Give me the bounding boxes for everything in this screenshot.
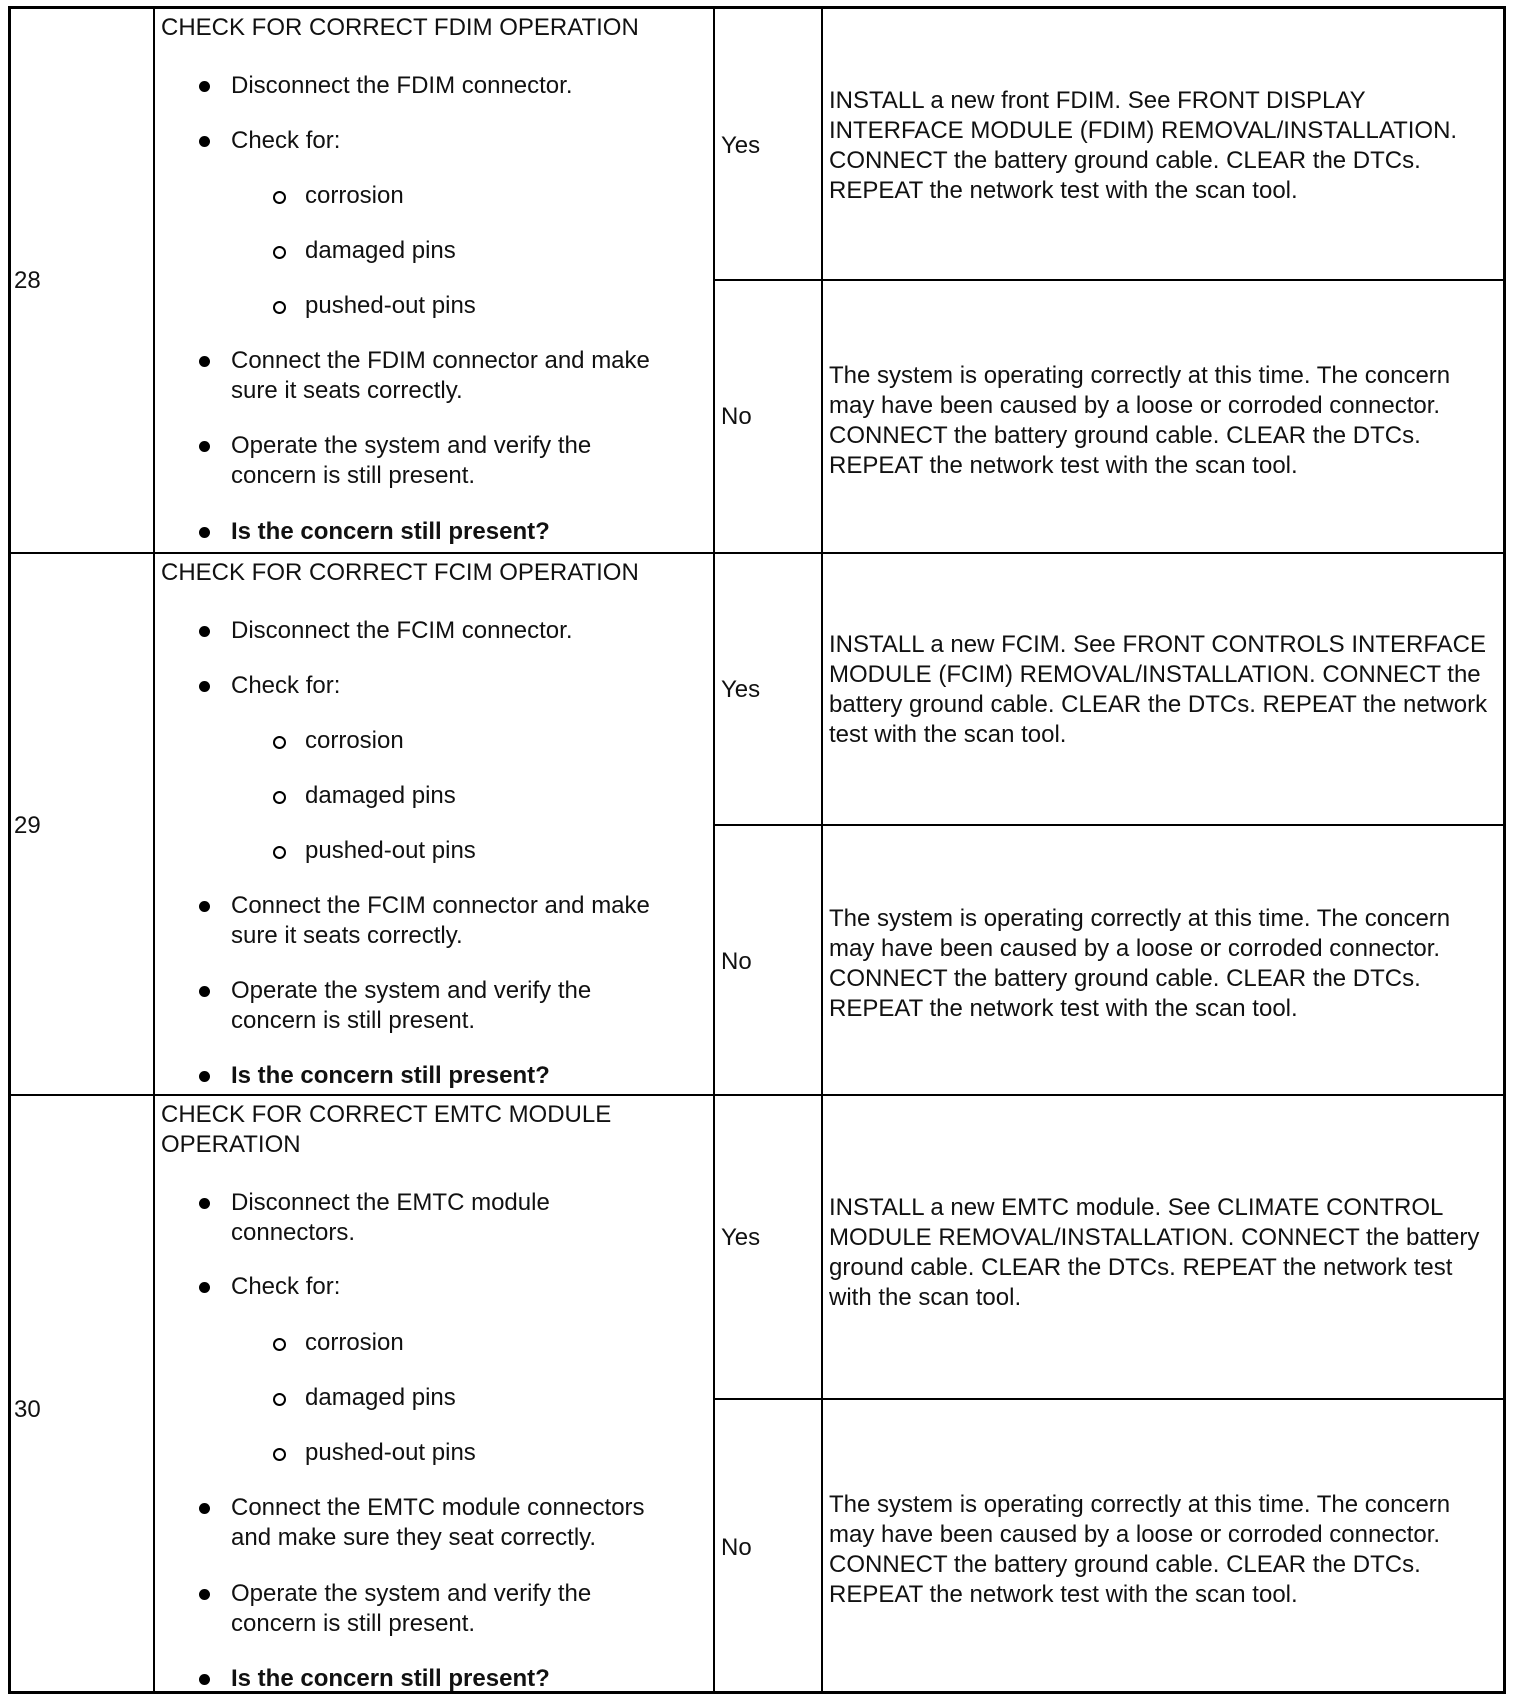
yes-action-text: INSTALL a new front FDIM. See FRONT DISPLAY INTERFACE MODULE (FDIM) REMOVAL/INSTALLATION. CONNECT the battery ground cable. CLEAR the DTCs. REPEAT the network test with the scan tool. [829,87,1458,204]
step-title: CHECK FOR CORRECT EMTC MODULE OPERATION [161,1101,612,1158]
no-label: No [721,403,752,430]
list-item: Connect the EMTC module connectors and make sure they seat correctly. [231,1493,681,1553]
bullet-icon [199,441,210,452]
sub-bullet-icon [273,736,286,749]
list-item: Check for: [231,1272,691,1302]
sub-bullet-icon [273,1393,286,1406]
table-row [11,552,1503,1094]
sub-bullet-icon [273,301,286,314]
list-item: damaged pins [305,781,685,811]
table-row [11,1094,1503,1691]
list-item: damaged pins [305,236,685,266]
result-cell [715,9,823,552]
list-item: Check for: [231,671,691,701]
list-item: Operate the system and verify the concern is still present. [231,431,651,491]
step-number-cell [11,554,155,1094]
yes-action-text: INSTALL a new EMTC module. See CLIMATE CONTROL MODULE REMOVAL/INSTALLATION. CONNECT the battery ground cable. CLEAR the DTCs. REPEAT the network test with the scan tool. [829,1194,1480,1311]
yes-label: Yes [721,1224,761,1251]
sub-bullet-icon [273,1338,286,1351]
bullet-icon [199,681,210,692]
list-item: Connect the FDIM connector and make sure it seats correctly. [231,346,681,406]
list-item: corrosion [305,181,685,211]
test-step-cell [155,9,715,552]
no-action-text: The system is operating correctly at this time. The concern may have been caused by a loose or corroded connector. CONNECT the battery ground cable. CLEAR the DTCs. REPEAT the network test with the scan tool. [829,1491,1451,1608]
list-item: Disconnect the FDIM connector. [231,71,691,101]
test-step-cell [155,1096,715,1691]
list-item: Is the concern still present? [231,517,691,547]
diagnostic-table [8,6,1506,1694]
action-cell [823,554,1503,1094]
no-label: No [721,948,752,975]
list-item: pushed-out pins [305,1438,685,1468]
step-title: CHECK FOR CORRECT FDIM OPERATION [161,14,639,41]
test-step-cell [155,554,715,1094]
list-item: Is the concern still present? [231,1061,691,1091]
bullet-icon [199,1674,210,1685]
bullet-icon [199,626,210,637]
bullet-icon [199,986,210,997]
step-number: 29 [14,812,41,839]
list-item: Connect the FCIM connector and make sure it seats correctly. [231,891,681,951]
bullet-icon [199,1198,210,1209]
bullet-icon [199,356,210,367]
no-action-text: The system is operating correctly at this time. The concern may have been caused by a loose or corroded connector. CONNECT the battery ground cable. CLEAR the DTCs. REPEAT the network test with the scan tool. [829,905,1451,1022]
yes-action-text: INSTALL a new FCIM. See FRONT CONTROLS INTERFACE MODULE (FCIM) REMOVAL/INSTALLATION. CONNECT the battery ground cable. CLEAR the DTCs. REPEAT the network test with the scan tool. [829,631,1488,748]
no-action-text: The system is operating correctly at this time. The concern may have been caused by a loose or corroded connector. CONNECT the battery ground cable. CLEAR the DTCs. REPEAT the network test with the scan tool. [829,362,1451,479]
table-row [11,9,1503,552]
sub-bullet-icon [273,791,286,804]
step-title: CHECK FOR CORRECT FCIM OPERATION [161,559,639,586]
step-number-cell [11,9,155,552]
sub-bullet-icon [273,246,286,259]
yes-label: Yes [721,676,761,703]
bullet-icon [199,527,210,538]
list-item: Is the concern still present? [231,1664,691,1694]
yes-label: Yes [721,132,761,159]
list-item: Operate the system and verify the concern is still present. [231,976,651,1036]
list-item: corrosion [305,1328,685,1358]
bullet-icon [199,81,210,92]
bullet-icon [199,1589,210,1600]
bullet-icon [199,1071,210,1082]
result-cell [715,1096,823,1691]
list-item: corrosion [305,726,685,756]
list-item: damaged pins [305,1383,685,1413]
list-item: pushed-out pins [305,291,685,321]
list-item: pushed-out pins [305,836,685,866]
bullet-icon [199,1503,210,1514]
sub-bullet-icon [273,846,286,859]
action-cell [823,9,1503,552]
bullet-icon [199,1282,210,1293]
step-number: 30 [14,1396,41,1423]
step-number-cell [11,1096,155,1691]
bullet-icon [199,901,210,912]
action-cell [823,1096,1503,1691]
no-label: No [721,1534,752,1561]
result-cell [715,554,823,1094]
list-item: Check for: [231,126,691,156]
bullet-icon [199,136,210,147]
step-number: 28 [14,267,41,294]
list-item: Operate the system and verify the concern is still present. [231,1579,651,1639]
sub-bullet-icon [273,1448,286,1461]
list-item: Disconnect the EMTC module connectors. [231,1188,611,1248]
list-item: Disconnect the FCIM connector. [231,616,691,646]
sub-bullet-icon [273,191,286,204]
